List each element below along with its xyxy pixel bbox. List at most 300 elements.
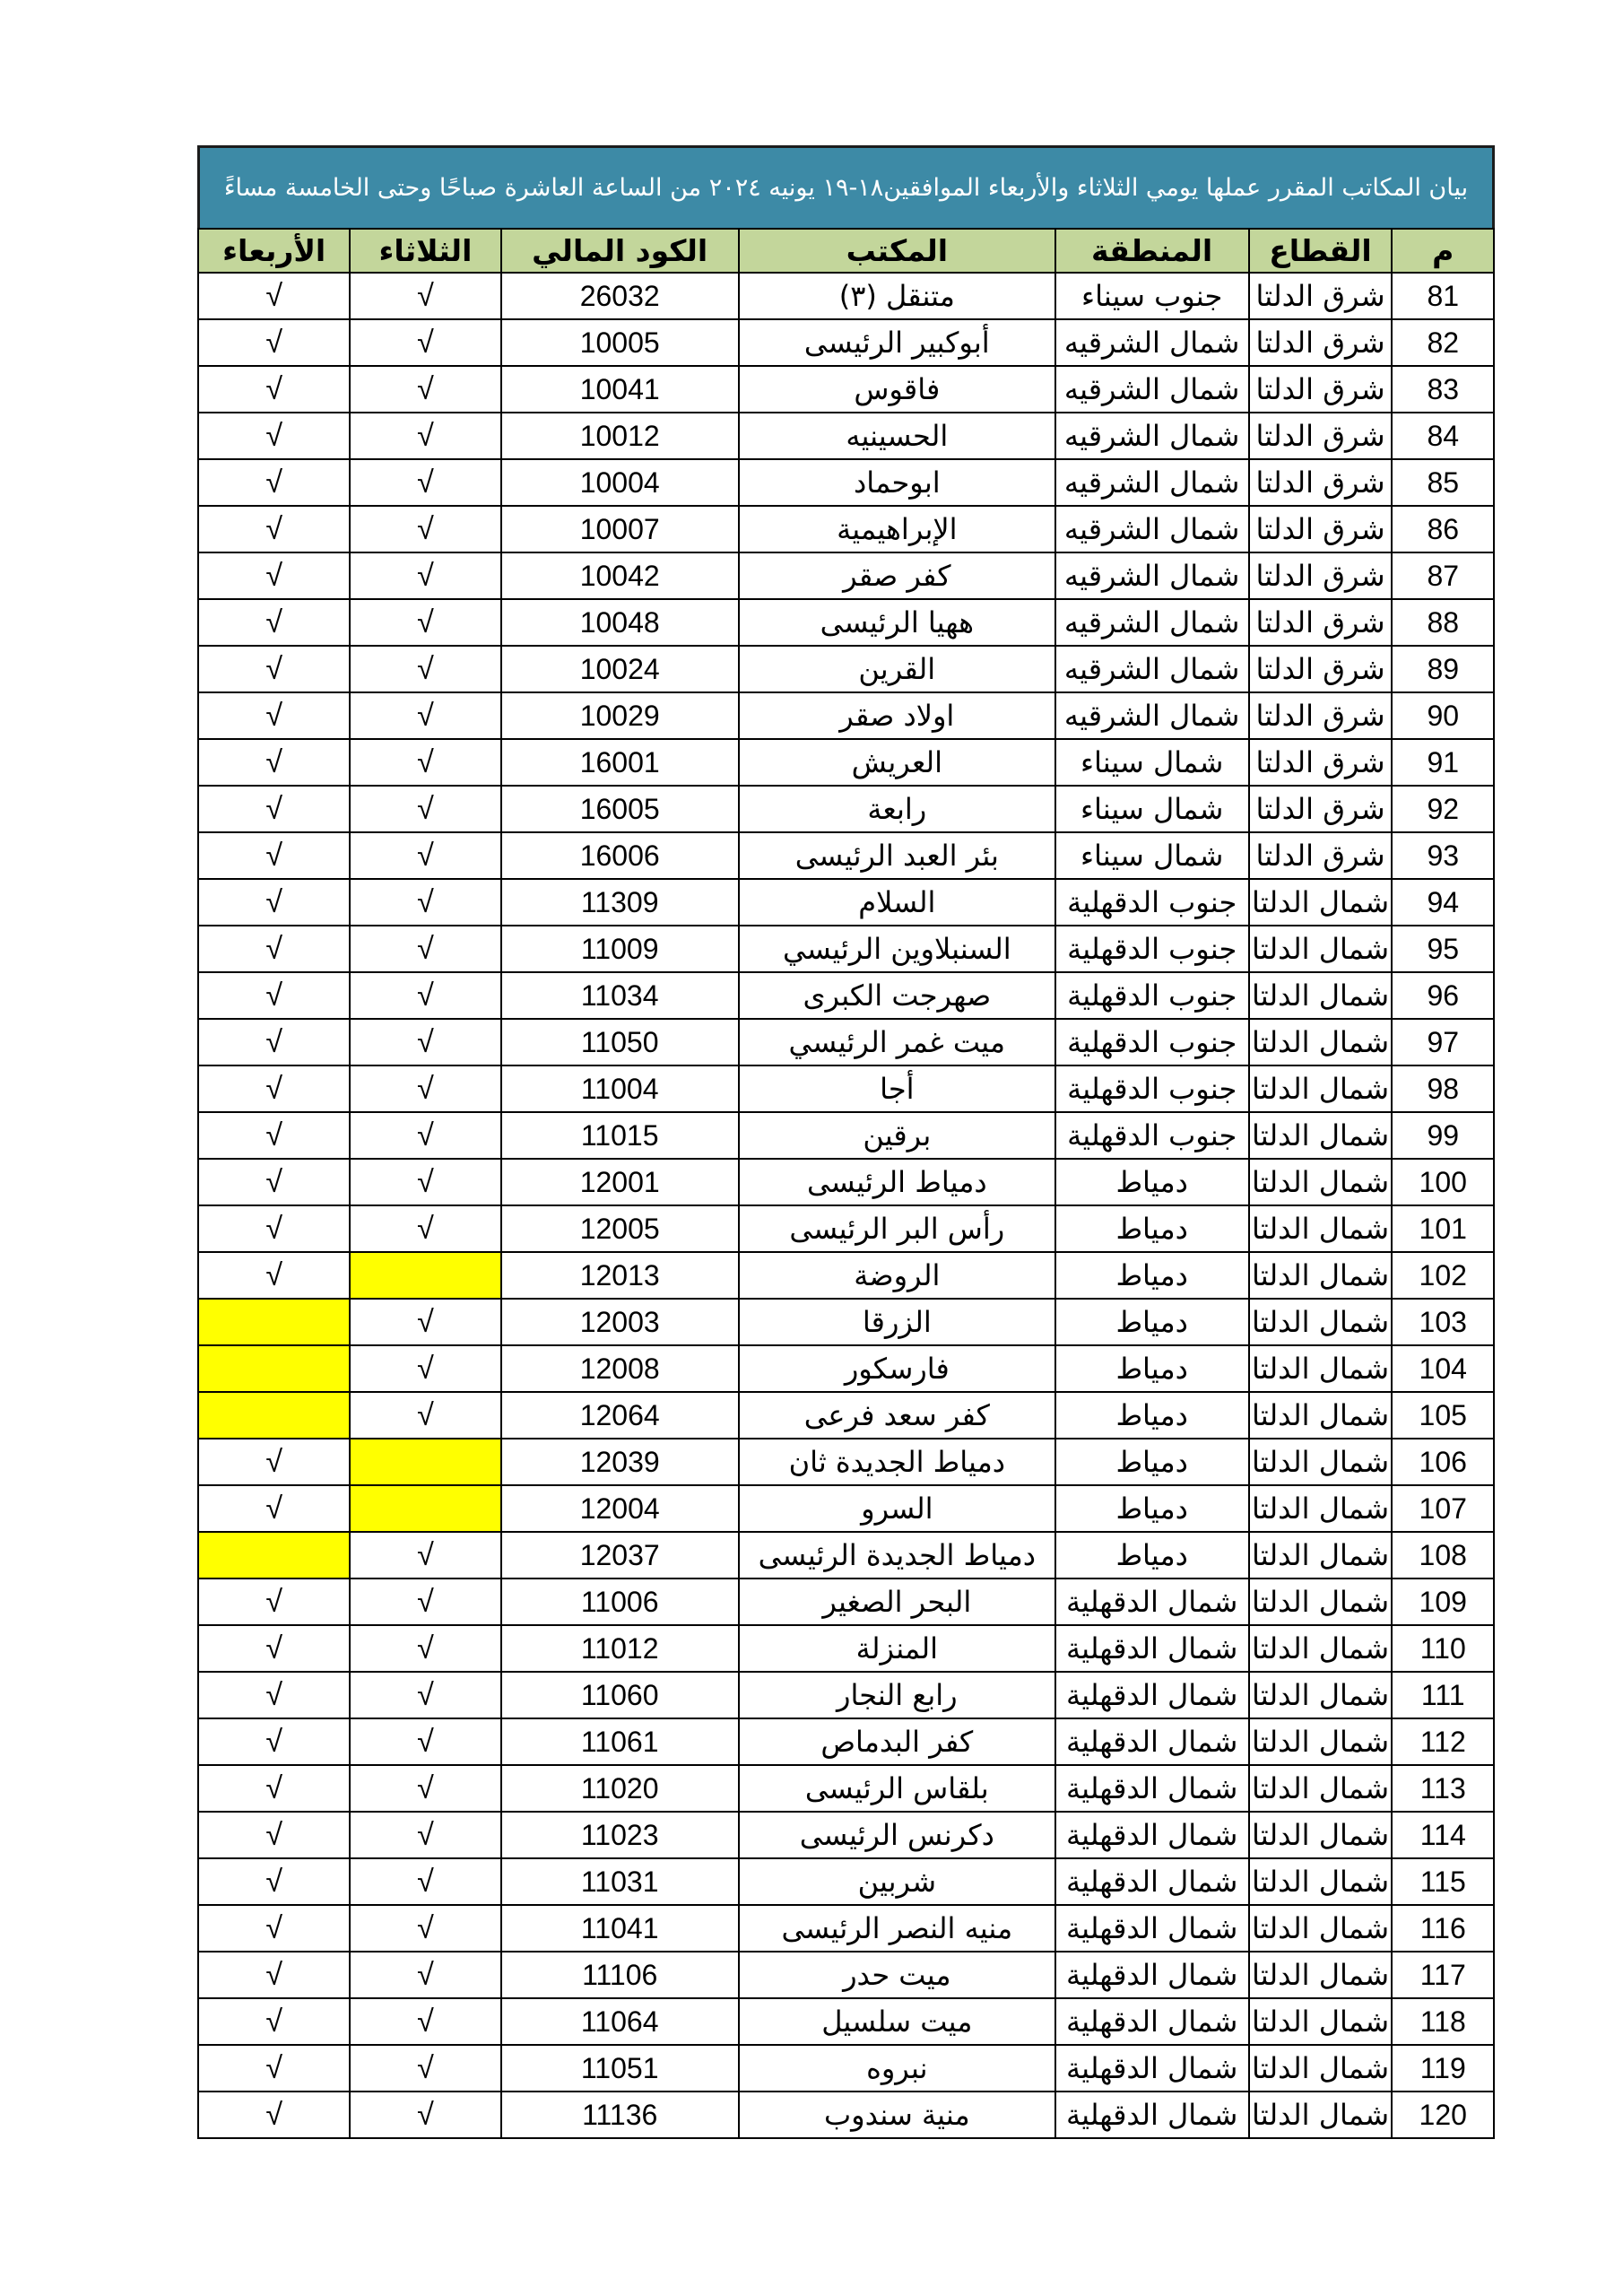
row-tuesday-check: √ <box>350 1392 500 1439</box>
table-body <box>198 273 1494 2138</box>
row-sector: شمال الدلتا <box>1249 1672 1393 1718</box>
row-tuesday-check: √ <box>350 459 500 506</box>
row-code: 12039 <box>501 1439 739 1485</box>
row-number: 101 <box>1392 1205 1494 1252</box>
row-code: 26032 <box>501 273 739 319</box>
row-sector: شمال الدلتا <box>1249 926 1393 972</box>
row-region: شمال الشرقيه <box>1055 552 1249 599</box>
row-sector: شمال الدلتا <box>1249 1765 1393 1812</box>
row-number: 96 <box>1392 972 1494 1019</box>
row-office: الحسينيه <box>739 413 1055 459</box>
row-office: فارسكور <box>739 1345 1055 1392</box>
row-region: شمال سيناء <box>1055 832 1249 879</box>
table-row <box>198 1812 1494 1858</box>
row-office: نبروه <box>739 2045 1055 2092</box>
row-wednesday-check: √ <box>198 1485 350 1532</box>
row-region: شمال الدقهلية <box>1055 2092 1249 2138</box>
row-code: 11015 <box>501 1112 739 1159</box>
row-code: 12037 <box>501 1532 739 1578</box>
row-tuesday-check: √ <box>350 1718 500 1765</box>
row-wednesday-check <box>198 1532 350 1578</box>
row-office: البحر الصغير <box>739 1578 1055 1625</box>
row-code: 11051 <box>501 2045 739 2092</box>
row-number: 102 <box>1392 1252 1494 1299</box>
row-wednesday-check: √ <box>198 786 350 832</box>
row-tuesday-check: √ <box>350 1112 500 1159</box>
row-region: شمال الدقهلية <box>1055 1998 1249 2045</box>
row-tuesday-check: √ <box>350 1019 500 1065</box>
row-region: شمال الدقهلية <box>1055 1858 1249 1905</box>
row-code: 12001 <box>501 1159 739 1205</box>
row-number: 83 <box>1392 366 1494 413</box>
row-tuesday-check: √ <box>350 972 500 1019</box>
row-code: 11020 <box>501 1765 739 1812</box>
row-wednesday-check: √ <box>198 646 350 692</box>
row-region: شمال الشرقيه <box>1055 413 1249 459</box>
row-number: 116 <box>1392 1905 1494 1952</box>
row-region: شمال الدقهلية <box>1055 1905 1249 1952</box>
row-number: 89 <box>1392 646 1494 692</box>
row-office: بئر العبد الرئيسى <box>739 832 1055 879</box>
row-number: 85 <box>1392 459 1494 506</box>
row-code: 11012 <box>501 1625 739 1672</box>
row-number: 99 <box>1392 1112 1494 1159</box>
row-office: ميت غمر الرئيسي <box>739 1019 1055 1065</box>
row-region: شمال الدقهلية <box>1055 1672 1249 1718</box>
row-wednesday-check: √ <box>198 2045 350 2092</box>
table-row <box>198 1625 1494 1672</box>
row-office: بلقاس الرئيسى <box>739 1765 1055 1812</box>
row-office: المنزلة <box>739 1625 1055 1672</box>
row-tuesday-check: √ <box>350 319 500 366</box>
row-tuesday-check: √ <box>350 1765 500 1812</box>
row-code: 10041 <box>501 366 739 413</box>
row-wednesday-check: √ <box>198 273 350 319</box>
row-office: ابوحماد <box>739 459 1055 506</box>
row-number: 119 <box>1392 2045 1494 2092</box>
row-number: 84 <box>1392 413 1494 459</box>
row-tuesday-check: √ <box>350 366 500 413</box>
table-row <box>198 1252 1494 1299</box>
row-number: 107 <box>1392 1485 1494 1532</box>
table-row <box>198 1345 1494 1392</box>
row-region: شمال الشرقيه <box>1055 459 1249 506</box>
row-region: جنوب الدقهلية <box>1055 972 1249 1019</box>
offices-table <box>197 228 1495 2139</box>
offices-schedule-sheet <box>197 145 1495 2139</box>
row-code: 11064 <box>501 1998 739 2045</box>
row-office: رابع النجار <box>739 1672 1055 1718</box>
row-number: 112 <box>1392 1718 1494 1765</box>
row-number: 87 <box>1392 552 1494 599</box>
row-sector: شرق الدلتا <box>1249 786 1393 832</box>
row-number: 109 <box>1392 1578 1494 1625</box>
row-code: 11004 <box>501 1065 739 1112</box>
row-sector: شمال الدلتا <box>1249 1485 1393 1532</box>
row-sector: شرق الدلتا <box>1249 459 1393 506</box>
row-wednesday-check: √ <box>198 1765 350 1812</box>
row-tuesday-check: √ <box>350 1812 500 1858</box>
row-wednesday-check: √ <box>198 1672 350 1718</box>
row-code: 10007 <box>501 506 739 552</box>
row-region: دمياط <box>1055 1159 1249 1205</box>
row-wednesday-check: √ <box>198 1905 350 1952</box>
row-sector: شمال الدلتا <box>1249 1019 1393 1065</box>
row-code: 11136 <box>501 2092 739 2138</box>
row-tuesday-check: √ <box>350 786 500 832</box>
row-number: 103 <box>1392 1299 1494 1345</box>
row-region: شمال الدقهلية <box>1055 1765 1249 1812</box>
row-wednesday-check: √ <box>198 599 350 646</box>
row-number: 117 <box>1392 1952 1494 1998</box>
row-code: 11106 <box>501 1952 739 1998</box>
row-number: 98 <box>1392 1065 1494 1112</box>
row-office: منية سندوب <box>739 2092 1055 2138</box>
row-code: 11009 <box>501 926 739 972</box>
row-office: القرين <box>739 646 1055 692</box>
row-wednesday-check: √ <box>198 1159 350 1205</box>
row-number: 81 <box>1392 273 1494 319</box>
table-row <box>198 1532 1494 1578</box>
row-number: 82 <box>1392 319 1494 366</box>
table-row <box>198 2045 1494 2092</box>
row-tuesday-check: √ <box>350 879 500 926</box>
row-code: 10024 <box>501 646 739 692</box>
row-code: 16001 <box>501 739 739 786</box>
header-region: المنطقة <box>1055 229 1249 273</box>
table-row <box>198 1718 1494 1765</box>
row-sector: شرق الدلتا <box>1249 832 1393 879</box>
row-code: 11309 <box>501 879 739 926</box>
row-region: جنوب الدقهلية <box>1055 879 1249 926</box>
row-sector: شرق الدلتا <box>1249 599 1393 646</box>
row-region: جنوب سيناء <box>1055 273 1249 319</box>
table-row <box>198 1205 1494 1252</box>
row-sector: شمال الدلتا <box>1249 2045 1393 2092</box>
table-row <box>198 319 1494 366</box>
row-number: 91 <box>1392 739 1494 786</box>
row-office: دكرنس الرئيسى <box>739 1812 1055 1858</box>
row-region: شمال الدقهلية <box>1055 1578 1249 1625</box>
row-wednesday-check: √ <box>198 926 350 972</box>
header-num: م <box>1392 229 1494 273</box>
row-sector: شمال الدلتا <box>1249 879 1393 926</box>
row-sector: شمال الدلتا <box>1249 1392 1393 1439</box>
row-sector: شرق الدلتا <box>1249 739 1393 786</box>
table-row <box>198 1112 1494 1159</box>
row-code: 12013 <box>501 1252 739 1299</box>
row-office: الإبراهيمية <box>739 506 1055 552</box>
row-sector: شمال الدلتا <box>1249 972 1393 1019</box>
row-number: 114 <box>1392 1812 1494 1858</box>
table-row <box>198 1392 1494 1439</box>
row-wednesday-check: √ <box>198 1252 350 1299</box>
row-tuesday-check: √ <box>350 1858 500 1905</box>
row-tuesday-check: √ <box>350 1625 500 1672</box>
row-region: شمال الشرقيه <box>1055 319 1249 366</box>
header-wednesday: الأربعاء <box>198 229 350 273</box>
row-number: 110 <box>1392 1625 1494 1672</box>
row-region: دمياط <box>1055 1299 1249 1345</box>
row-code: 10005 <box>501 319 739 366</box>
row-office: كفر البدماص <box>739 1718 1055 1765</box>
row-number: 118 <box>1392 1998 1494 2045</box>
row-tuesday-check: √ <box>350 1905 500 1952</box>
row-office: الزرقا <box>739 1299 1055 1345</box>
row-wednesday-check: √ <box>198 413 350 459</box>
row-region: شمال الشرقيه <box>1055 599 1249 646</box>
row-code: 12004 <box>501 1485 739 1532</box>
row-tuesday-check: √ <box>350 1065 500 1112</box>
row-office: أجا <box>739 1065 1055 1112</box>
row-wednesday-check: √ <box>198 1019 350 1065</box>
row-region: دمياط <box>1055 1205 1249 1252</box>
row-number: 108 <box>1392 1532 1494 1578</box>
table-row <box>198 1485 1494 1532</box>
row-tuesday-check: √ <box>350 552 500 599</box>
row-tuesday-check: √ <box>350 599 500 646</box>
table-row <box>198 506 1494 552</box>
row-office: دمياط الرئيسى <box>739 1159 1055 1205</box>
row-region: شمال الشرقيه <box>1055 692 1249 739</box>
row-sector: شمال الدلتا <box>1249 1812 1393 1858</box>
row-region: شمال الدقهلية <box>1055 1718 1249 1765</box>
row-sector: شمال الدلتا <box>1249 1205 1393 1252</box>
document-title: بيان المكاتب المقرر عملها يومي الثلاثاء والأربعاء الموافقين١٨-١٩ يونيه ٢٠٢٤ من الساعة العاشرة صباحًا وحتى الخامسة مساءً <box>197 145 1495 228</box>
row-wednesday-check: √ <box>198 319 350 366</box>
row-office: السنبلاوين الرئيسي <box>739 926 1055 972</box>
table-row <box>198 1439 1494 1485</box>
row-sector: شمال الدلتا <box>1249 1112 1393 1159</box>
row-region: جنوب الدقهلية <box>1055 1112 1249 1159</box>
row-sector: شمال الدلتا <box>1249 1998 1393 2045</box>
row-wednesday-check: √ <box>198 1998 350 2045</box>
row-code: 10012 <box>501 413 739 459</box>
row-code: 10004 <box>501 459 739 506</box>
header-code: الكود المالي <box>501 229 739 273</box>
row-sector: شمال الدلتا <box>1249 1299 1393 1345</box>
table-row <box>198 1578 1494 1625</box>
row-sector: شرق الدلتا <box>1249 366 1393 413</box>
row-tuesday-check: √ <box>350 2045 500 2092</box>
row-tuesday-check: √ <box>350 2092 500 2138</box>
table-row <box>198 1765 1494 1812</box>
row-wednesday-check <box>198 1299 350 1345</box>
row-tuesday-check <box>350 1485 500 1532</box>
row-tuesday-check <box>350 1439 500 1485</box>
row-wednesday-check <box>198 1392 350 1439</box>
row-sector: شمال الدلتا <box>1249 1345 1393 1392</box>
row-office: ههيا الرئيسى <box>739 599 1055 646</box>
row-region: شمال الشرقيه <box>1055 646 1249 692</box>
row-sector: شرق الدلتا <box>1249 646 1393 692</box>
row-region: دمياط <box>1055 1345 1249 1392</box>
row-wednesday-check: √ <box>198 2092 350 2138</box>
row-office: السرو <box>739 1485 1055 1532</box>
table-header-row <box>198 229 1494 273</box>
table-row <box>198 739 1494 786</box>
table-row <box>198 692 1494 739</box>
row-region: شمال الدقهلية <box>1055 1812 1249 1858</box>
row-region: جنوب الدقهلية <box>1055 926 1249 972</box>
row-office: دمياط الجديدة الرئيسى <box>739 1532 1055 1578</box>
row-office: صهرجت الكبرى <box>739 972 1055 1019</box>
row-sector: شمال الدلتا <box>1249 1578 1393 1625</box>
row-wednesday-check: √ <box>198 1205 350 1252</box>
row-number: 97 <box>1392 1019 1494 1065</box>
row-sector: شمال الدلتا <box>1249 1718 1393 1765</box>
row-wednesday-check <box>198 1345 350 1392</box>
row-tuesday-check: √ <box>350 1159 500 1205</box>
row-office: العريش <box>739 739 1055 786</box>
table-row <box>198 552 1494 599</box>
row-code: 11023 <box>501 1812 739 1858</box>
row-office: متنقل (٣) <box>739 273 1055 319</box>
row-number: 106 <box>1392 1439 1494 1485</box>
row-tuesday-check: √ <box>350 1299 500 1345</box>
row-tuesday-check: √ <box>350 739 500 786</box>
row-code: 12003 <box>501 1299 739 1345</box>
row-office: رابعة <box>739 786 1055 832</box>
row-region: شمال الدقهلية <box>1055 1625 1249 1672</box>
row-code: 11050 <box>501 1019 739 1065</box>
row-number: 113 <box>1392 1765 1494 1812</box>
table-row <box>198 599 1494 646</box>
row-number: 120 <box>1392 2092 1494 2138</box>
table-row <box>198 1065 1494 1112</box>
row-wednesday-check: √ <box>198 506 350 552</box>
row-number: 92 <box>1392 786 1494 832</box>
row-wednesday-check: √ <box>198 879 350 926</box>
row-sector: شمال الدلتا <box>1249 2092 1393 2138</box>
table-row <box>198 786 1494 832</box>
row-sector: شمال الدلتا <box>1249 1858 1393 1905</box>
row-office: أبوكبير الرئيسى <box>739 319 1055 366</box>
row-code: 10042 <box>501 552 739 599</box>
row-code: 10048 <box>501 599 739 646</box>
row-tuesday-check: √ <box>350 506 500 552</box>
row-office: منيه النصر الرئيسى <box>739 1905 1055 1952</box>
row-code: 11041 <box>501 1905 739 1952</box>
row-office: السلام <box>739 879 1055 926</box>
table-row <box>198 413 1494 459</box>
table-row <box>198 1998 1494 2045</box>
table-row <box>198 459 1494 506</box>
row-tuesday-check: √ <box>350 1672 500 1718</box>
table-row <box>198 1672 1494 1718</box>
row-code: 11034 <box>501 972 739 1019</box>
row-tuesday-check: √ <box>350 1532 500 1578</box>
row-region: جنوب الدقهلية <box>1055 1019 1249 1065</box>
row-number: 111 <box>1392 1672 1494 1718</box>
row-code: 16006 <box>501 832 739 879</box>
table-row <box>198 1858 1494 1905</box>
header-sector: القطاع <box>1249 229 1393 273</box>
row-tuesday-check: √ <box>350 926 500 972</box>
row-region: شمال الشرقيه <box>1055 506 1249 552</box>
row-office: كفر سعد فرعى <box>739 1392 1055 1439</box>
header-tuesday: الثلاثاء <box>350 229 500 273</box>
row-code: 10029 <box>501 692 739 739</box>
row-sector: شرق الدلتا <box>1249 273 1393 319</box>
row-office: فاقوس <box>739 366 1055 413</box>
row-wednesday-check: √ <box>198 552 350 599</box>
row-region: دمياط <box>1055 1439 1249 1485</box>
row-tuesday-check <box>350 1252 500 1299</box>
row-sector: شمال الدلتا <box>1249 1439 1393 1485</box>
row-code: 12008 <box>501 1345 739 1392</box>
row-region: دمياط <box>1055 1532 1249 1578</box>
row-region: شمال الشرقيه <box>1055 366 1249 413</box>
row-sector: شمال الدلتا <box>1249 1065 1393 1112</box>
row-sector: شمال الدلتا <box>1249 1159 1393 1205</box>
row-sector: شمال الدلتا <box>1249 1252 1393 1299</box>
row-wednesday-check: √ <box>198 739 350 786</box>
row-code: 11006 <box>501 1578 739 1625</box>
row-code: 12064 <box>501 1392 739 1439</box>
row-number: 115 <box>1392 1858 1494 1905</box>
row-tuesday-check: √ <box>350 1205 500 1252</box>
table-row <box>198 972 1494 1019</box>
table-row <box>198 879 1494 926</box>
row-office: دمياط الجديدة ثان <box>739 1439 1055 1485</box>
row-tuesday-check: √ <box>350 273 500 319</box>
row-tuesday-check: √ <box>350 1998 500 2045</box>
row-code: 12005 <box>501 1205 739 1252</box>
row-number: 86 <box>1392 506 1494 552</box>
row-code: 11061 <box>501 1718 739 1765</box>
row-sector: شرق الدلتا <box>1249 692 1393 739</box>
table-row <box>198 1159 1494 1205</box>
row-region: شمال الدقهلية <box>1055 2045 1249 2092</box>
row-wednesday-check: √ <box>198 832 350 879</box>
table-row <box>198 366 1494 413</box>
row-tuesday-check: √ <box>350 646 500 692</box>
row-office: شربين <box>739 1858 1055 1905</box>
table-row <box>198 926 1494 972</box>
row-region: دمياط <box>1055 1392 1249 1439</box>
row-office: ميت سلسيل <box>739 1998 1055 2045</box>
row-region: دمياط <box>1055 1485 1249 1532</box>
row-office: برقين <box>739 1112 1055 1159</box>
row-wednesday-check: √ <box>198 366 350 413</box>
row-number: 104 <box>1392 1345 1494 1392</box>
row-wednesday-check: √ <box>198 459 350 506</box>
row-office: رأس البر الرئيسى <box>739 1205 1055 1252</box>
row-wednesday-check: √ <box>198 1112 350 1159</box>
row-number: 95 <box>1392 926 1494 972</box>
row-sector: شرق الدلتا <box>1249 413 1393 459</box>
row-sector: شمال الدلتا <box>1249 1905 1393 1952</box>
row-tuesday-check: √ <box>350 832 500 879</box>
row-office: كفر صقر <box>739 552 1055 599</box>
row-number: 90 <box>1392 692 1494 739</box>
row-number: 88 <box>1392 599 1494 646</box>
row-wednesday-check: √ <box>198 1858 350 1905</box>
row-wednesday-check: √ <box>198 1439 350 1485</box>
row-wednesday-check: √ <box>198 1952 350 1998</box>
row-wednesday-check: √ <box>198 1065 350 1112</box>
row-tuesday-check: √ <box>350 1578 500 1625</box>
table-row <box>198 1299 1494 1345</box>
row-sector: شمال الدلتا <box>1249 1532 1393 1578</box>
row-number: 105 <box>1392 1392 1494 1439</box>
row-wednesday-check: √ <box>198 972 350 1019</box>
row-tuesday-check: √ <box>350 1345 500 1392</box>
row-office: الروضة <box>739 1252 1055 1299</box>
row-region: شمال سيناء <box>1055 786 1249 832</box>
row-region: شمال سيناء <box>1055 739 1249 786</box>
